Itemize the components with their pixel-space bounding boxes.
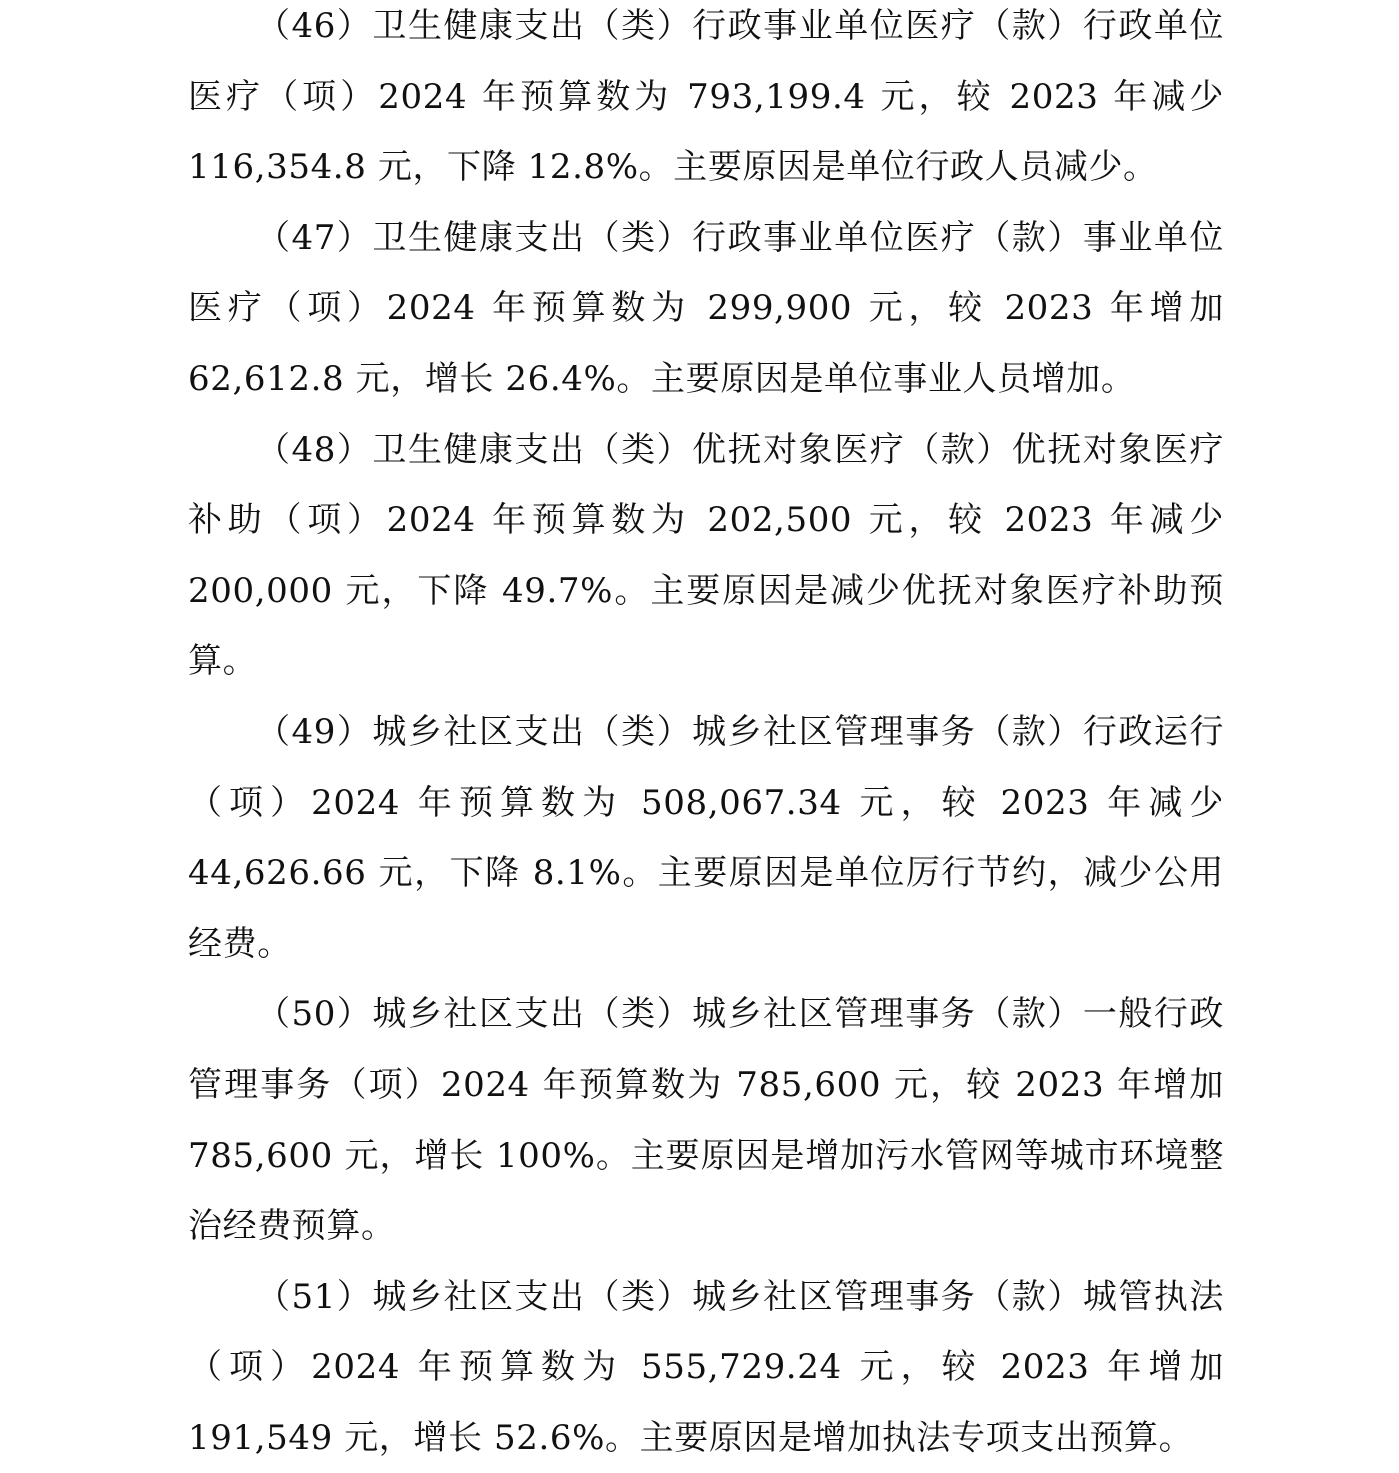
- document-body: [188, 0, 1224, 1473]
- paragraph-item-47: （47）卫生健康支出（类）行政事业单位医疗（款）事业单位医疗（项）2024 年预算数为 299,900 元，较 2023 年增加 62,612.8 元，增长 26.4%。主要原因是单位事业人员增加。: [188, 217, 1224, 399]
- paragraph-item-51: （51）城乡社区支出（类）城乡社区管理事务（款）城管执法（项）2024 年预算数为 555,729.24 元，较 2023 年增加 191,549 元，增长 52.6%。主要原因是增加执法专项支出预算。: [188, 1276, 1224, 1458]
- paragraph-item-48: （48）卫生健康支出（类）优抚对象医疗（款）优抚对象医疗补助（项）2024 年预算数为 202,500 元，较 2023 年减少 200,000 元，下降 49.7%。主要原因是减少优抚对象医疗补助预算。: [188, 429, 1224, 682]
- paragraph-item-50: （50）城乡社区支出（类）城乡社区管理事务（款）一般行政管理事务（项）2024 年预算数为 785,600 元，较 2023 年增加 785,600 元，增长 100%。主要原因是增加污水管网等城市环境整治经费预算。: [188, 994, 1224, 1247]
- paragraph-item-49: （49）城乡社区支出（类）城乡社区管理事务（款）行政运行（项）2024 年预算数为 508,067.34 元，较 2023 年减少 44,626.66 元，下降 8.1%。主要原因是单位厉行节约，减少公用经费。: [188, 711, 1224, 964]
- paragraph-item-46: （46）卫生健康支出（类）行政事业单位医疗（款）行政单位医疗（项）2024 年预算数为 793,199.4 元，较 2023 年减少 116,354.8 元，下降 12.8%。主要原因是单位行政人员减少。: [188, 6, 1224, 188]
